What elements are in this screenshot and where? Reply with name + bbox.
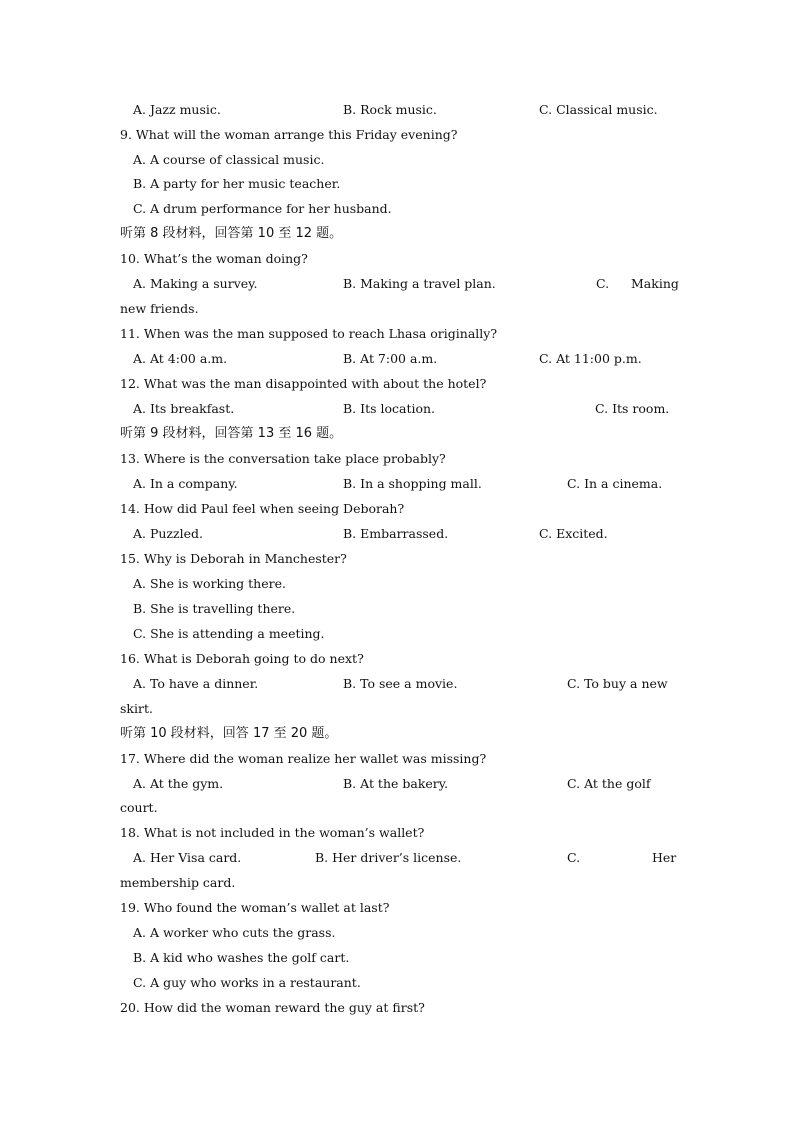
q15-option-b: B. She is travelling there.: [133, 601, 296, 616]
q20-stem: 20. How did the woman reward the guy at first?: [120, 1000, 425, 1015]
q10-option-a: A. Making a survey.: [133, 276, 258, 291]
q10-option-c-letter: C.: [596, 276, 610, 291]
q16-option-c: C. To buy a new: [567, 676, 668, 691]
q17-option-c: C. At the golf: [567, 776, 651, 791]
q8-option-a: A. Jazz music.: [133, 102, 221, 117]
q12-option-a: A. Its breakfast.: [133, 401, 235, 416]
q12-options: [120, 400, 680, 418]
q9-stem: 9. What will the woman arrange this Friday evening?: [120, 127, 458, 142]
q18-option-a: A. Her Visa card.: [133, 850, 242, 865]
q12-option-b: B. Its location.: [343, 401, 436, 416]
q19-option-b: B. A kid who washes the golf cart.: [133, 950, 350, 965]
q8-options: [120, 101, 680, 119]
q16-option-c-continued: skirt.: [120, 701, 153, 716]
q13-option-c: C. In a cinema.: [567, 476, 663, 491]
q14-option-c: C. Excited.: [539, 526, 608, 541]
q8-option-b: B. Rock music.: [343, 102, 437, 117]
q10-options: [120, 275, 680, 293]
q19-option-c: C. A guy who works in a restaurant.: [133, 975, 361, 990]
q18-option-c-continued: membership card.: [120, 875, 236, 890]
q11-option-c: C. At 11:00 p.m.: [539, 351, 642, 366]
q19-stem: 19. Who found the woman’s wallet at last?: [120, 900, 390, 915]
q13-options: [120, 475, 680, 493]
section-8-instruction: 听第 8 段材料，回答第 10 至 12 题。: [120, 226, 343, 241]
q10-option-c-continued: new friends.: [120, 301, 199, 316]
q8-option-c: C. Classical music.: [539, 102, 658, 117]
q9-option-c: C. A drum performance for her husband.: [133, 201, 392, 216]
q15-option-c: C. She is attending a meeting.: [133, 626, 325, 641]
q19-option-a: A. A worker who cuts the grass.: [133, 925, 336, 940]
q17-option-a: A. At the gym.: [133, 776, 224, 791]
q14-option-a: A. Puzzled.: [133, 526, 203, 541]
q12-option-c: C. Its room.: [595, 401, 670, 416]
q16-option-b: B. To see a movie.: [343, 676, 458, 691]
q11-option-a: A. At 4:00 a.m.: [133, 351, 228, 366]
q12-stem: 12. What was the man disappointed with about the hotel?: [120, 376, 487, 391]
q16-option-a: A. To have a dinner.: [133, 676, 259, 691]
q18-option-b: B. Her driver’s license.: [315, 850, 462, 865]
q13-stem: 13. Where is the conversation take place probably?: [120, 451, 446, 466]
q16-stem: 16. What is Deborah going to do next?: [120, 651, 364, 666]
section-10-instruction: 听第 10 段材料，回答 17 至 20 题。: [120, 726, 338, 741]
q11-option-b: B. At 7:00 a.m.: [343, 351, 438, 366]
q14-options: [120, 525, 680, 543]
q10-stem: 10. What’s the woman doing?: [120, 251, 308, 266]
section-9-instruction: 听第 9 段材料，回答第 13 至 16 题。: [120, 426, 343, 441]
q17-options: [120, 775, 680, 793]
q10-option-b: B. Making a travel plan.: [343, 276, 496, 291]
q11-options: [120, 350, 680, 368]
q17-option-b: B. At the bakery.: [343, 776, 449, 791]
q14-stem: 14. How did Paul feel when seeing Deborah?: [120, 501, 405, 516]
q9-option-a: A. A course of classical music.: [133, 152, 325, 167]
q15-stem: 15. Why is Deborah in Manchester?: [120, 551, 347, 566]
q14-option-b: B. Embarrassed.: [343, 526, 449, 541]
q13-option-a: A. In a company.: [133, 476, 238, 491]
q18-option-c-letter: C.: [567, 850, 581, 865]
q9-option-b: B. A party for her music teacher.: [133, 176, 341, 191]
q17-option-c-continued: court.: [120, 800, 158, 815]
q10-option-c-word: Making: [631, 276, 679, 291]
q11-stem: 11. When was the man supposed to reach Lhasa originally?: [120, 326, 498, 341]
q18-stem: 18. What is not included in the woman’s wallet?: [120, 825, 425, 840]
q17-stem: 17. Where did the woman realize her wallet was missing?: [120, 751, 487, 766]
q15-option-a: A. She is working there.: [133, 576, 286, 591]
q16-options: [120, 675, 680, 693]
q18-options: [120, 849, 680, 867]
q13-option-b: B. In a shopping mall.: [343, 476, 482, 491]
q18-option-c-word: Her: [652, 850, 677, 865]
